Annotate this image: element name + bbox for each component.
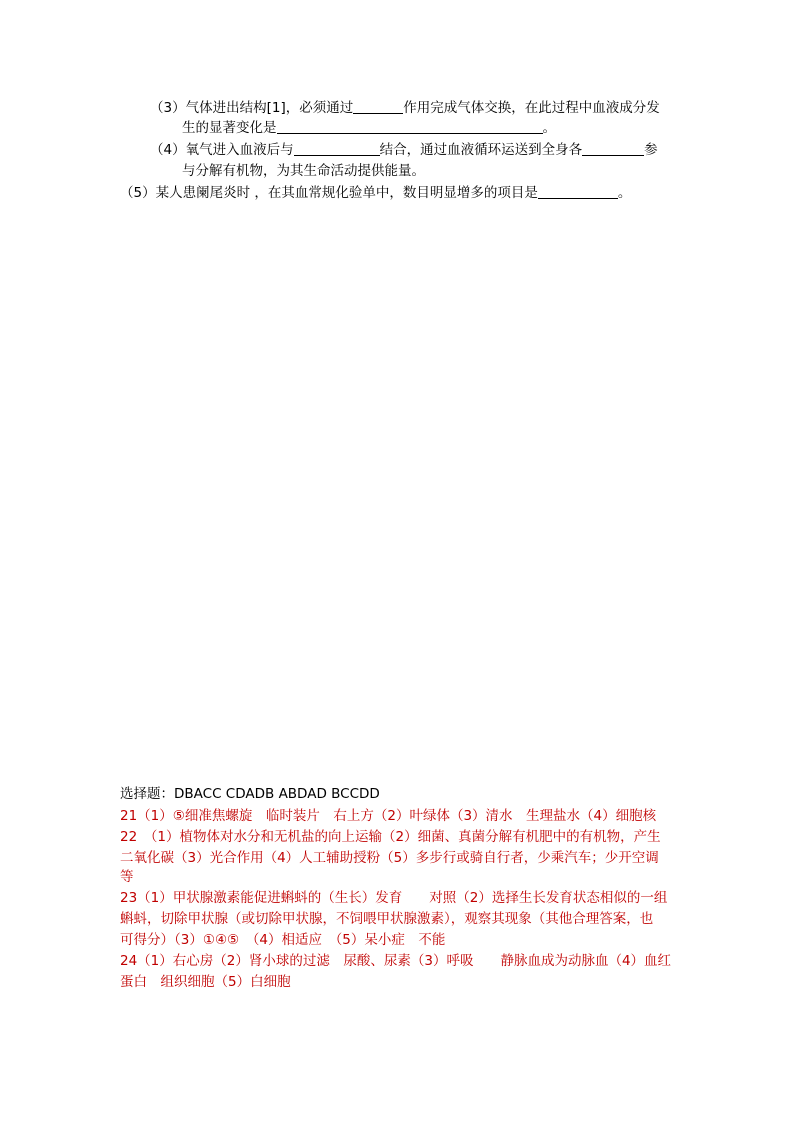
- question-4-line-2: [182, 161, 425, 181]
- answer-blank: [538, 184, 618, 199]
- answer-blank: [353, 99, 403, 114]
- answer-24-line-1: 24（1）右心房（2）肾小球的过滤 尿酸、尿素（3）呼吸 静脉血成为动脉血（4）血红: [120, 953, 672, 969]
- question-4-label: （4）: [150, 142, 186, 158]
- question-3-label: （3）: [150, 100, 186, 116]
- answer-22-line-3: 等: [120, 869, 134, 885]
- question-4-text: 结合，通过血液循环运送到全身各: [379, 142, 583, 158]
- question-5-line: [120, 183, 631, 203]
- question-3-text: 作用完成气体交换，在此过程中血液成分发: [403, 100, 660, 116]
- answer-23-line-3: 可得分）（3）①④⑤ （4）相适应 （5）呆小症 不能: [120, 932, 446, 948]
- question-4-line-1: [150, 140, 658, 160]
- question-5-label: （5）: [120, 185, 156, 201]
- question-3-text: 生的显著变化是: [182, 120, 277, 136]
- question-4-text: 氧气进入血液后与: [185, 142, 294, 158]
- question-3-text: 气体进出结构[1]，必须通过: [185, 100, 354, 116]
- answer-22-line-2: 二氧化碳（3）光合作用（4）人工辅助授粉（5）多步行或骑自行者，少乘汽车；少开空调: [120, 850, 659, 866]
- answer-24-line-2: 蛋白 组织细胞（5）白细胞: [120, 974, 291, 990]
- question-4-text: 与分解有机物，为其生命活动提供能量。: [182, 163, 425, 179]
- choice-answers: [120, 784, 380, 804]
- answer-blank: [582, 141, 644, 156]
- question-5-text: 某人患阑尾炎时 ，在其血常规化验单中，数目明显增多的项目是: [155, 185, 538, 201]
- question-4-text: 参: [644, 142, 658, 158]
- choice-answers-text: 选择题：DBACC CDADB ABDAD BCCDD: [120, 786, 380, 802]
- question-3-line-2: [182, 118, 556, 138]
- answer-blank: [294, 141, 380, 156]
- answer-23-line-1: 23（1）甲状腺激素能促进蝌蚪的（生长）发育 对照（2）选择生长发育状态相似的一组: [120, 890, 668, 906]
- question-3-text: 。: [542, 120, 556, 136]
- answer-blank: [277, 119, 543, 134]
- answer-21: 21（1）⑤细准焦螺旋 临时装片 右上方（2）叶绿体（3）清水 生理盐水（4）细胞核: [120, 808, 657, 824]
- answer-23-line-2: 蝌蚪，切除甲状腺（或切除甲状腺，不饲喂甲状腺激素），观察其现象（其他合理答案，也: [120, 911, 654, 927]
- question-3-line-1: [150, 98, 660, 118]
- answer-22-line-1: 22 （1）植物体对水分和无机盐的向上运输（2）细菌、真菌分解有机肥中的有机物，产生: [120, 829, 661, 845]
- question-5-text: 。: [617, 185, 632, 201]
